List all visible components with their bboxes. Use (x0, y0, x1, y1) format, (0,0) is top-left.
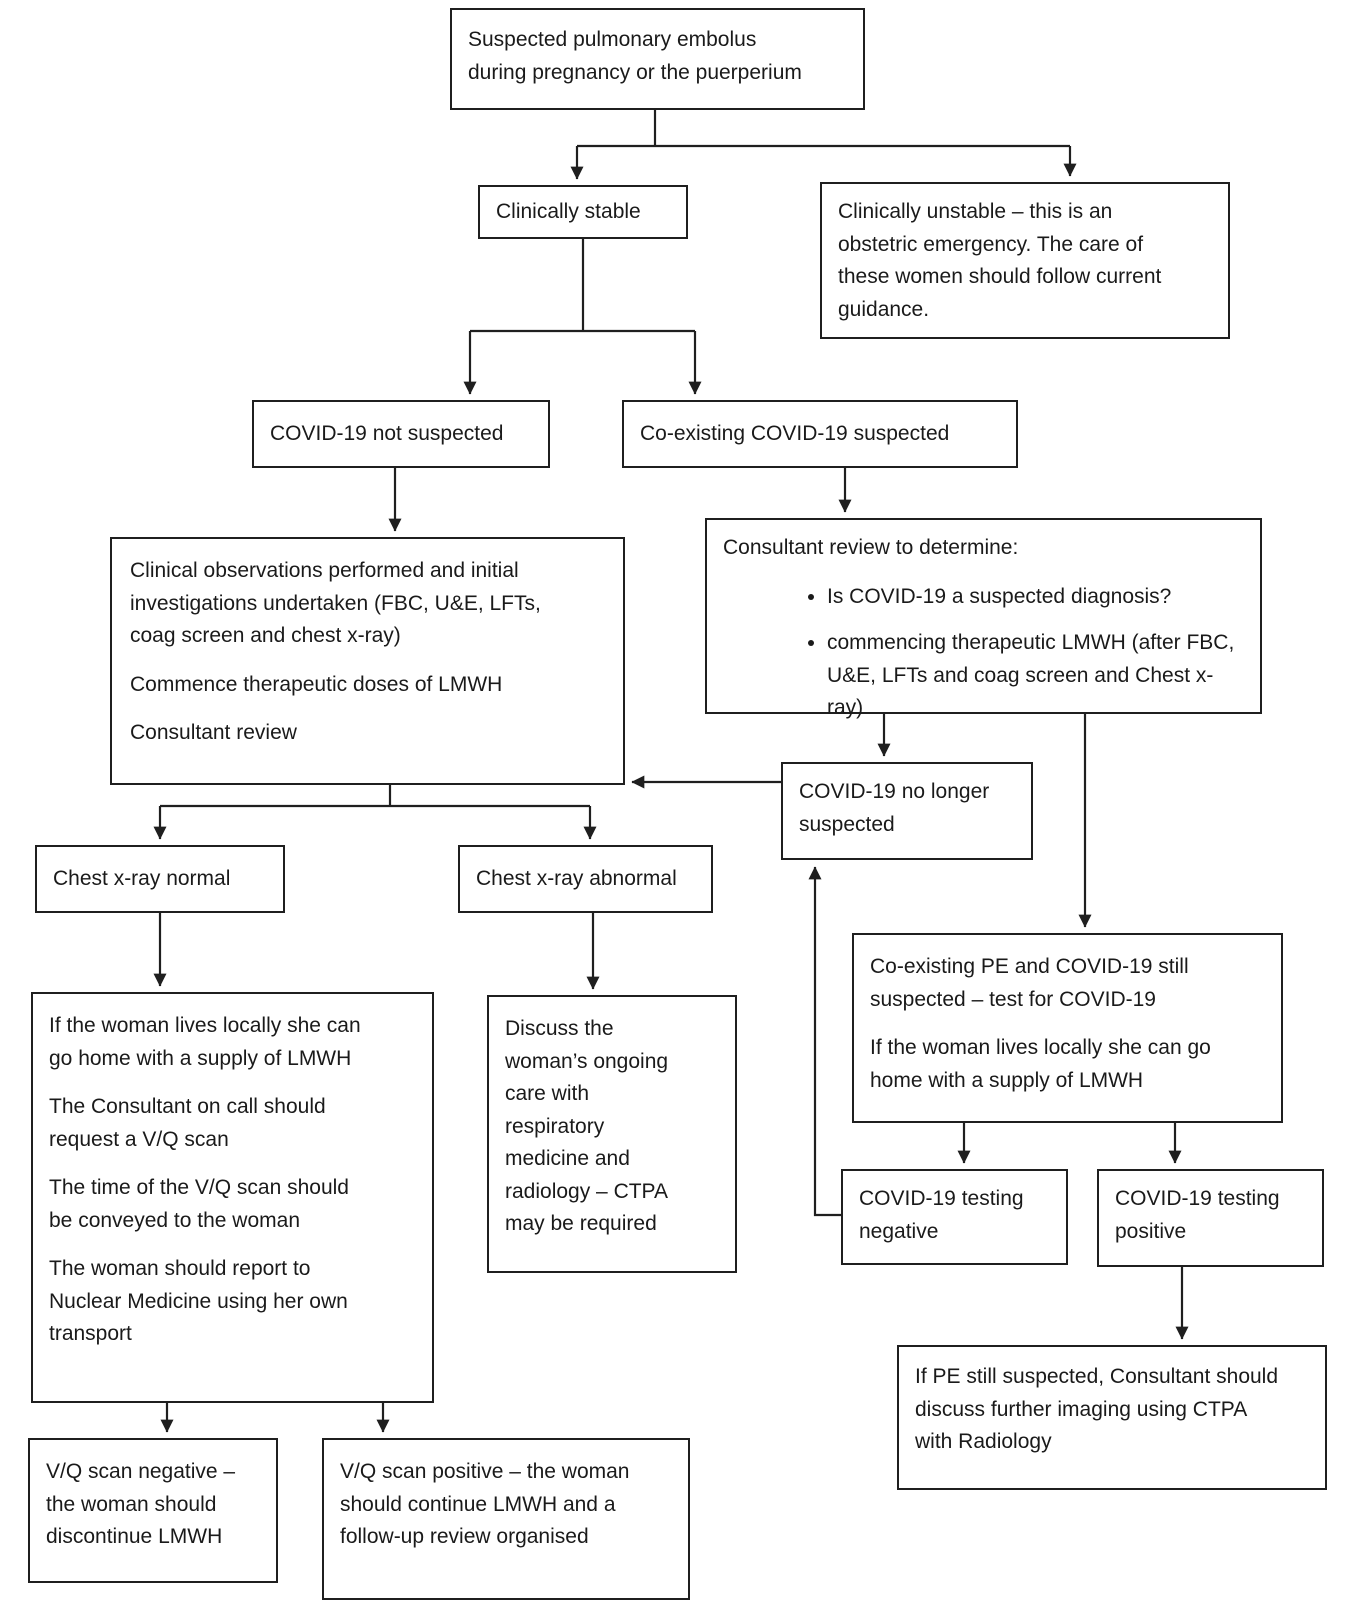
node-text: Suspected pulmonary embolus during pregnancy or the puerperium (468, 28, 802, 84)
node-discuss-ongoing-care (487, 995, 737, 1273)
node-vq-scan-negative (28, 1438, 278, 1583)
node-chest-xray-abnormal (458, 845, 713, 913)
bullet-item: • Is COVID-19 a suspected diagnosis? (827, 581, 1244, 614)
node-text: Commence therapeutic doses of LMWH (130, 672, 503, 696)
node-text: V/Q scan positive – the woman should continue LMWH and a follow-up review organised (340, 1460, 630, 1549)
node-suspected-pe (450, 8, 865, 110)
node-text: Clinically stable (496, 199, 641, 223)
node-text: Chest x-ray abnormal (476, 866, 677, 890)
node-text: If PE still suspected, Consultant should discuss further imaging using CTPA with Radiology (915, 1365, 1279, 1454)
node-clinically-unstable (820, 182, 1230, 339)
node-text: If the woman lives locally she can go home with a supply of LMWH (870, 1036, 1211, 1092)
node-text: COVID-19 testing negative (859, 1187, 1024, 1243)
node-text: Consultant review to determine: (723, 536, 1019, 559)
bullet-list (723, 581, 1244, 725)
node-text: The time of the V/Q scan should be conveyed to the woman (49, 1176, 349, 1232)
node-text: The Consultant on call should request a V/Q scan (49, 1095, 326, 1151)
node-text: V/Q scan negative – the woman should discontinue LMWH (46, 1460, 236, 1549)
node-text: Co-existing COVID-19 suspected (640, 421, 950, 445)
node-text: COVID-19 no longer suspected (799, 780, 990, 836)
bullet-item: • commencing therapeutic LMWH (after FBC, U&E, LFTs and coag screen and Chest x-ray) (827, 627, 1244, 725)
node-clinical-observations (110, 537, 625, 785)
node-text: Discuss the woman’s ongoing care with respiratory medicine and radiology – CTPA may be required (505, 1017, 669, 1236)
node-text: The woman should report to Nuclear Medicine using her own transport (49, 1257, 348, 1346)
node-text: If the woman lives locally she can go home with a supply of LMWH (49, 1014, 361, 1070)
node-vq-pathway (31, 992, 434, 1403)
node-covid-testing-negative (841, 1169, 1068, 1265)
node-text: Chest x-ray normal (53, 866, 231, 890)
node-text: Clinical observations performed and initial investigations undertaken (FBC, U&E, LFTs, coag screen and chest x-ray) (130, 559, 541, 648)
node-covid-not-suspected (252, 400, 550, 468)
node-text: Clinically unstable – this is an obstetric emergency. The care of these women should follow current guidance. (838, 200, 1162, 321)
node-consultant-review (705, 518, 1262, 720)
node-text: COVID-19 testing positive (1115, 1187, 1280, 1243)
node-covid-testing-positive (1097, 1169, 1324, 1267)
node-clinically-stable (478, 185, 688, 239)
node-text: Consultant review (130, 721, 297, 745)
node-coexisting-pe-covid (852, 933, 1283, 1123)
node-covid-no-longer-suspected (781, 762, 1033, 860)
node-vq-scan-positive (322, 1438, 690, 1600)
node-text: COVID-19 not suspected (270, 421, 504, 445)
node-coexisting-covid-suspected (622, 400, 1018, 468)
node-pe-still-suspected (897, 1345, 1327, 1490)
node-text: Co-existing PE and COVID-19 still suspected – test for COVID-19 (870, 955, 1189, 1011)
edge-negative-to-no-longer (815, 867, 841, 1215)
node-chest-xray-normal (35, 845, 285, 913)
